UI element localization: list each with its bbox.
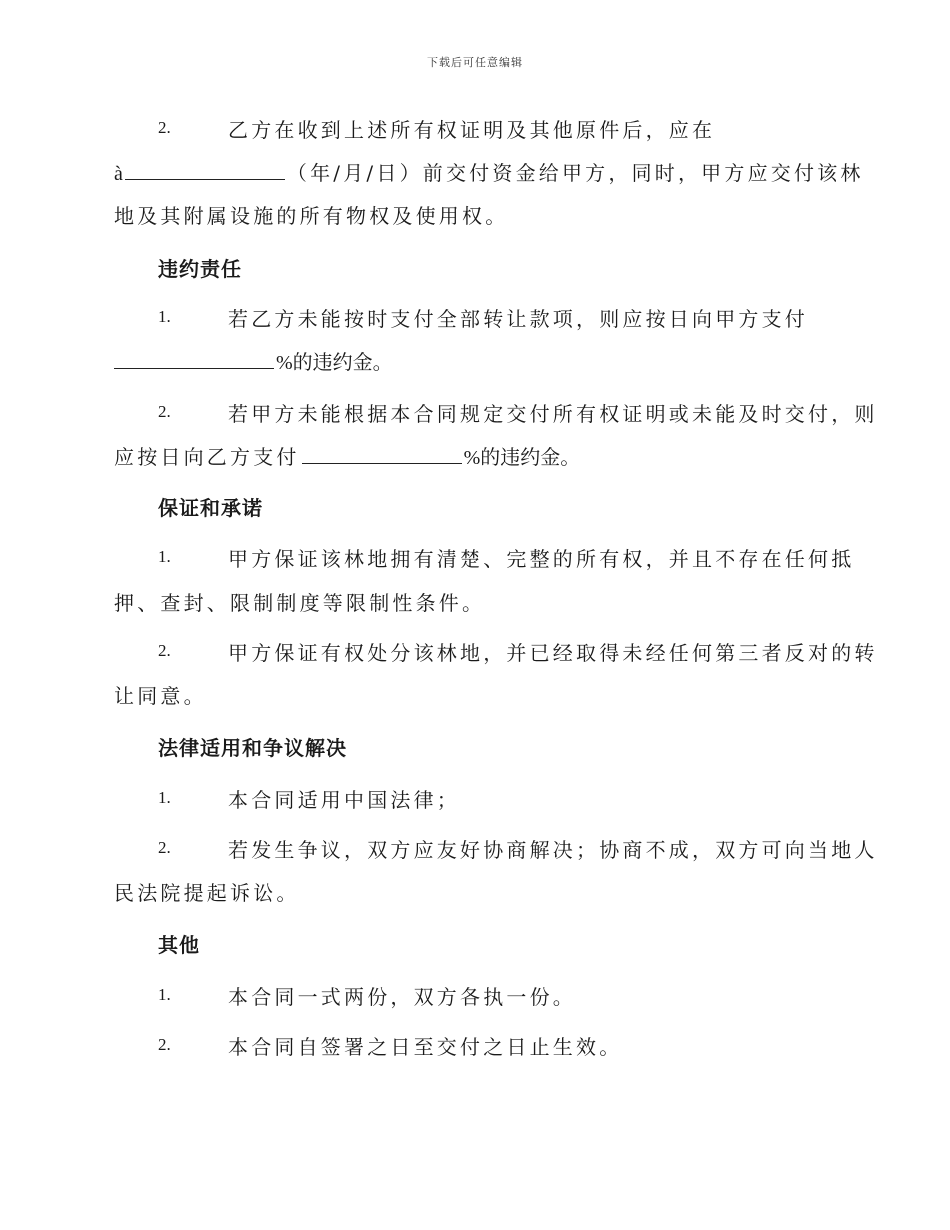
liability-item2-line1: 若甲方未能根据本合同规定交付所有权证明或未能及时交付，则 <box>228 402 878 426</box>
guarantee-item2-line2: 让同意。 <box>114 684 207 708</box>
law-item1-line1: 本合同适用中国法律； <box>228 788 460 812</box>
page-header: 下载后可任意编辑 <box>427 56 523 69</box>
item-number: 2. <box>158 1035 171 1054</box>
item-number: 1. <box>158 307 171 326</box>
liability-item1-line2 <box>114 346 393 375</box>
transfer-item2-line2-text: （年/月/日）前交付资金给甲方，同时，甲方应交付该林 <box>286 161 864 185</box>
liability-item2-suffix: %的违约金。 <box>463 447 581 469</box>
liability-item1-suffix: %的违约金。 <box>276 352 393 374</box>
liability-item1-line1: 若乙方未能按时支付全部转让款项，则应按日向甲方支付 <box>228 307 808 331</box>
law-item2-line2: 民法院提起诉讼。 <box>114 881 300 905</box>
guarantee-item1-line1: 甲方保证该林地拥有清楚、完整的所有权，并且不存在任何抵 <box>228 547 855 571</box>
item-number: 2. <box>158 838 171 857</box>
guarantee-item1-line2: 押、查封、限制制度等限制性条件。 <box>114 591 486 615</box>
law-item2-line1: 若发生争议，双方应友好协商解决；协商不成，双方可向当地人 <box>228 838 878 862</box>
section-title-liability: 违约责任 <box>158 257 242 281</box>
date-blank[interactable] <box>125 161 285 180</box>
item-number: 1. <box>158 985 171 1004</box>
item-number: 2. <box>158 118 171 137</box>
item-number: 2. <box>158 641 171 660</box>
liability-item2-prefix: 应按日向乙方支付 <box>114 445 300 469</box>
guarantee-item2-line1: 甲方保证有权处分该林地，并已经取得未经任何第三者反对的转 <box>228 641 878 665</box>
percent-blank[interactable] <box>114 350 274 369</box>
other-item1-line1: 本合同一式两份，双方各执一份。 <box>228 985 576 1009</box>
liability-item2-line2 <box>114 441 580 470</box>
transfer-item2-line3: 地及其附属设施的所有物权及使用权。 <box>114 204 509 228</box>
section-title-law: 法律适用和争议解决 <box>158 736 347 760</box>
other-item2-line1: 本合同自签署之日至交付之日止生效。 <box>228 1035 623 1059</box>
transfer-item2-line1: 乙方在收到上述所有权证明及其他原件后，应在 <box>228 118 716 142</box>
stray-char: à <box>114 163 123 185</box>
section-title-guarantee: 保证和承诺 <box>158 496 263 520</box>
item-number: 1. <box>158 788 171 807</box>
transfer-item2-line2 <box>114 157 864 186</box>
item-number: 1. <box>158 547 171 566</box>
percent-blank[interactable] <box>302 445 462 464</box>
section-title-other: 其他 <box>158 933 200 957</box>
item-number: 2. <box>158 402 171 421</box>
